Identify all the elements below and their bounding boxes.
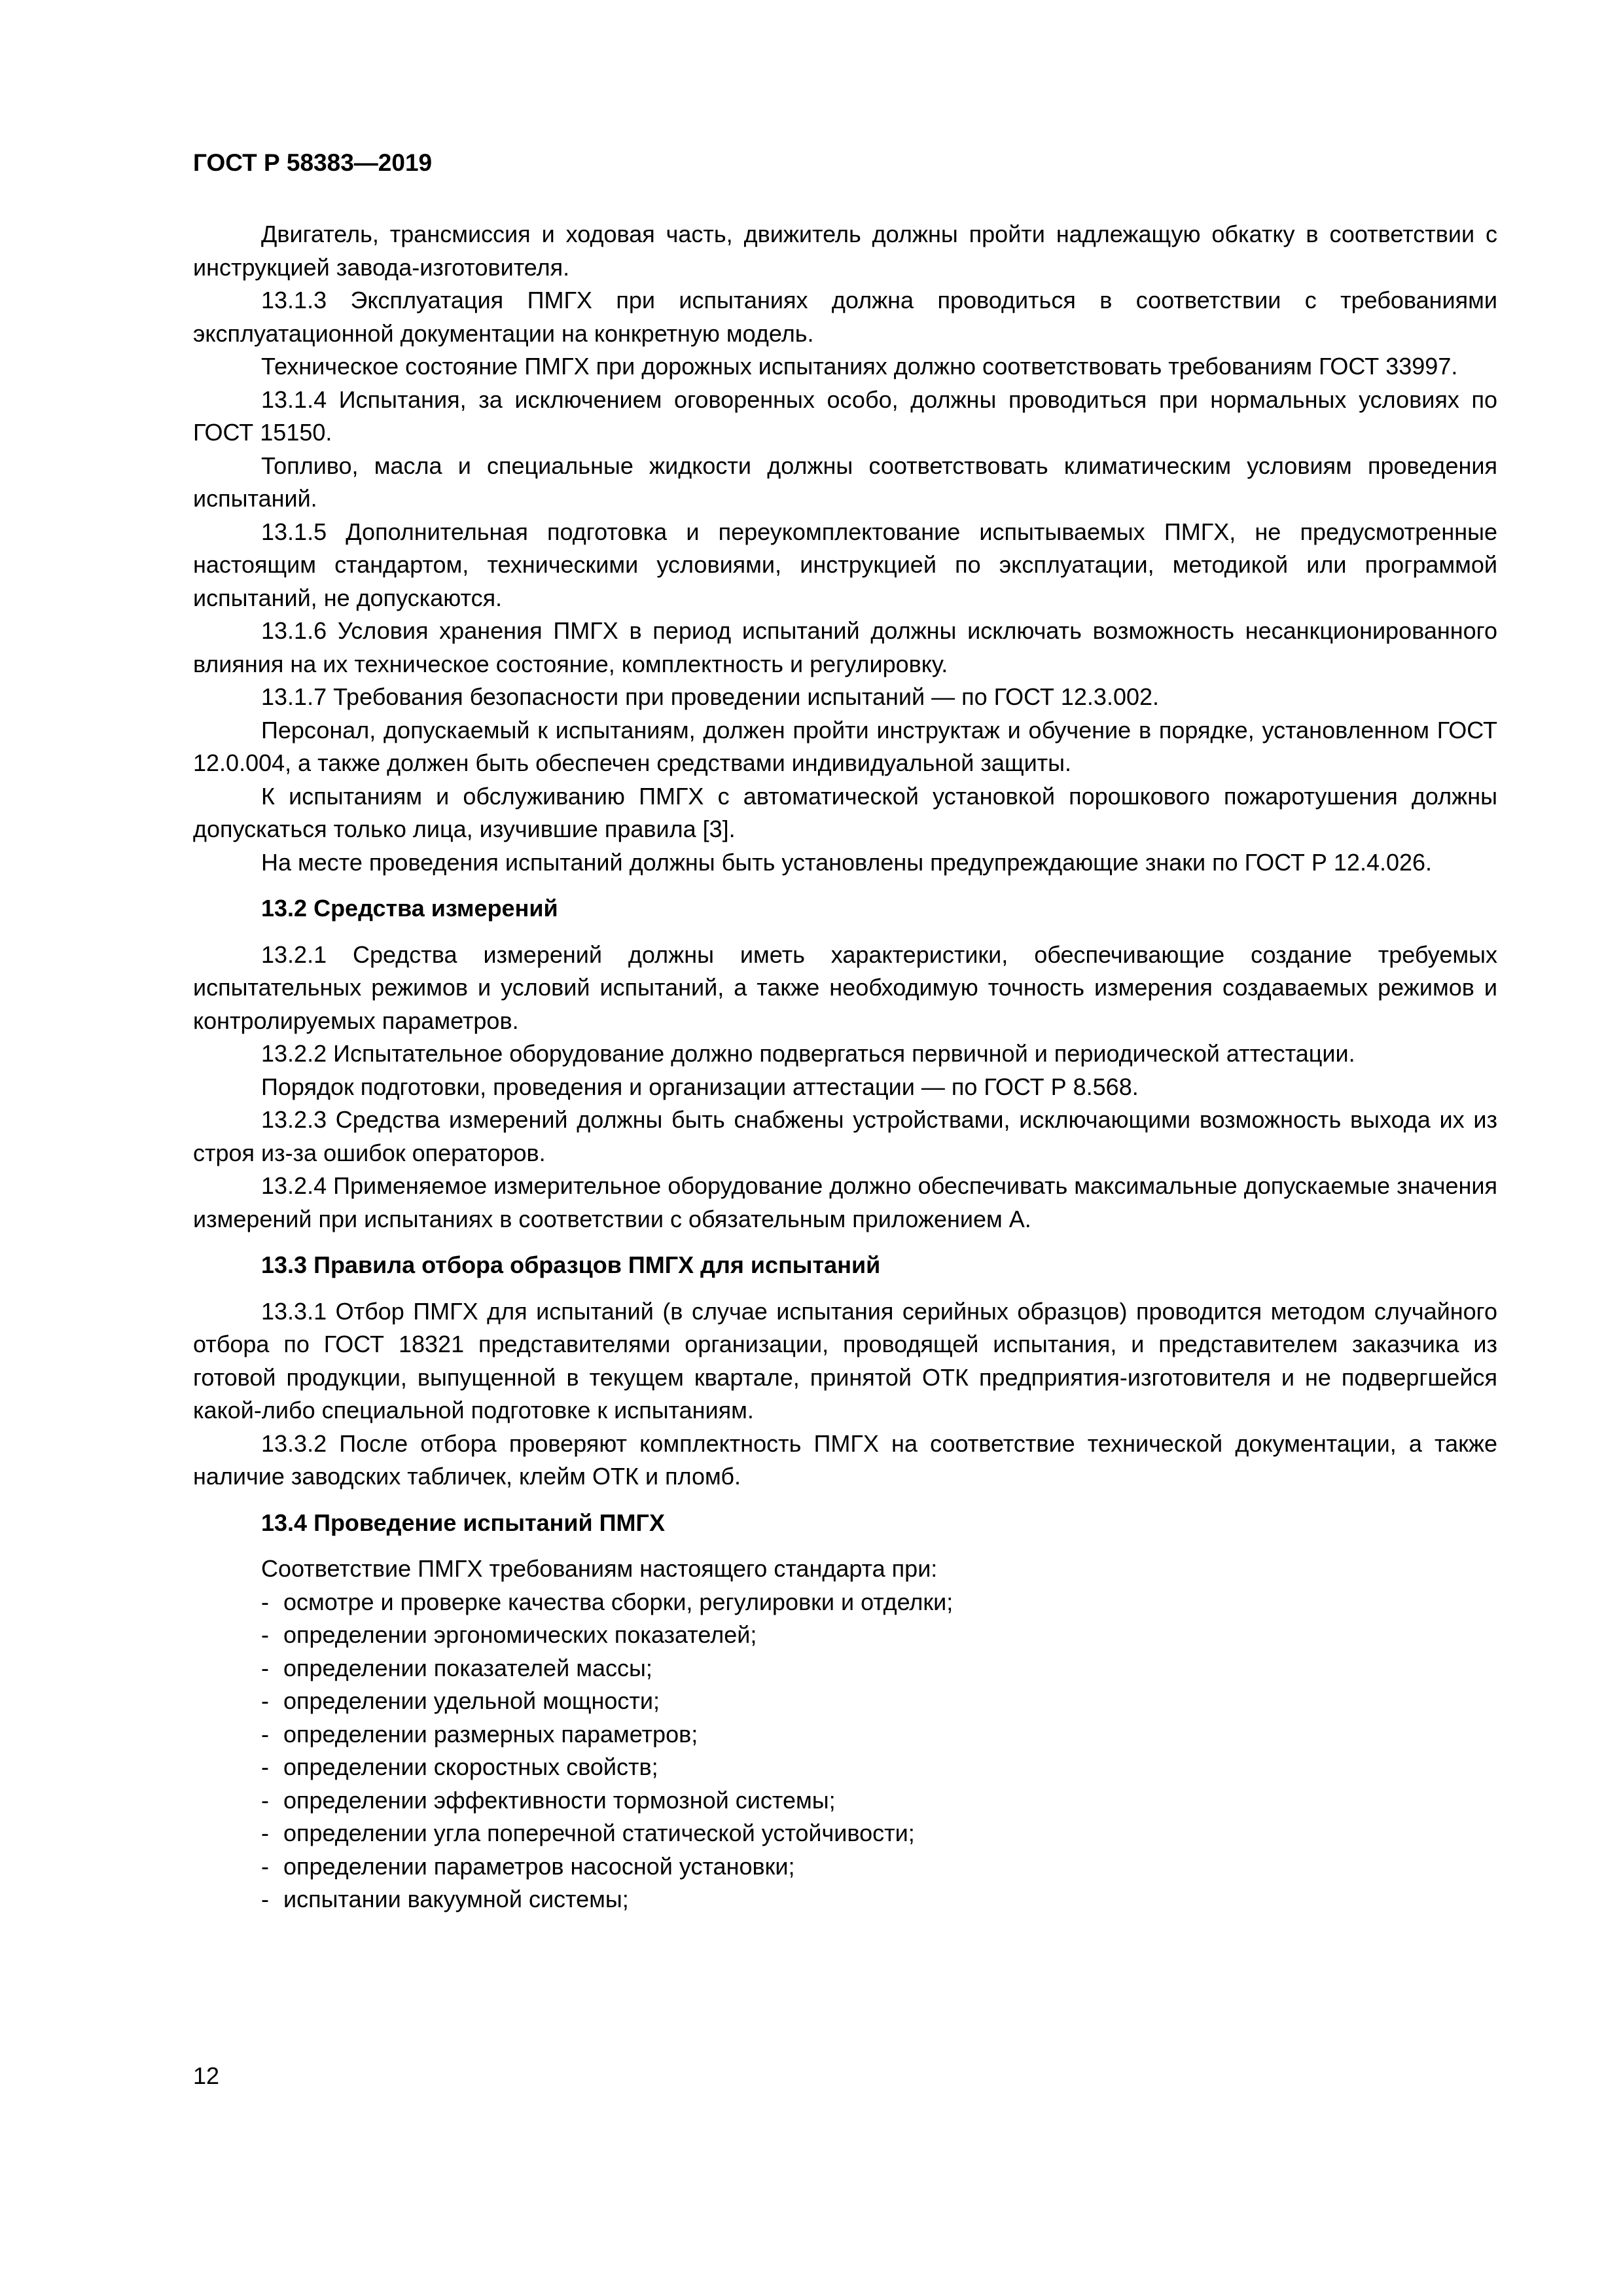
paragraph: На месте проведения испытаний должны быть установлены предупреждающие знаки по ГОСТ Р 12.4.026.	[261, 848, 1433, 876]
dash-marker: -	[261, 1621, 269, 1648]
dash-marker: -	[261, 1852, 269, 1880]
section-heading-13-2: 13.2 Средства измерений	[261, 895, 558, 922]
paragraph: К испытаниям и обслуживанию ПМГХ с автоматической установкой порошкового пожаротушения должны допускаться только лица, изучившие правила [3].	[193, 782, 1497, 842]
dash-marker: -	[261, 1654, 269, 1681]
paragraph: 13.2.4 Применяемое измерительное оборудование должно обеспечивать максимальные допускаемые значения измерений при испытаниях в соответствии с обязательным приложением А.	[193, 1172, 1497, 1232]
paragraph: Топливо, масла и специальные жидкости должны соответствовать климатическим условиям проведения испытаний.	[193, 452, 1497, 512]
list-item	[193, 1817, 1497, 1850]
section-heading-13-4: 13.4 Проведение испытаний ПМГХ	[261, 1509, 665, 1536]
list-item-text: определении размерных параметров;	[283, 1720, 698, 1748]
section-heading-13-3: 13.3 Правила отбора образцов ПМГХ для испытаний	[261, 1251, 881, 1278]
page-number: 12	[193, 2062, 220, 2089]
list-item	[193, 1784, 1497, 1818]
list-item	[193, 1883, 1497, 1916]
list-item-text: осмотре и проверке качества сборки, регулировки и отделки;	[283, 1588, 954, 1615]
paragraph: Персонал, допускаемый к испытаниям, должен пройти инструктаж и обучение в порядке, установленном ГОСТ 12.0.004, а также должен быть обеспечен средствами индивидуальной защиты.	[193, 716, 1497, 776]
paragraph: 13.1.3 Эксплуатация ПМГХ при испытаниях должна проводиться в соответствии с требованиями эксплуатационной документации на конкретную модель.	[193, 287, 1497, 347]
list-item-text: определении скоростных свойств;	[283, 1753, 658, 1780]
list-item	[193, 1850, 1497, 1884]
list-item-text: определении удельной мощности;	[283, 1687, 660, 1714]
dash-marker: -	[261, 1687, 269, 1714]
paragraph: Порядок подготовки, проведения и организации аттестации — по ГОСТ Р 8.568.	[261, 1073, 1139, 1100]
list-item	[193, 1685, 1497, 1718]
document-header: ГОСТ Р 58383—2019	[193, 149, 433, 176]
paragraph: 13.3.2 После отбора проверяют комплектность ПМГХ на соответствие технической документации, а также наличие заводских табличек, клейм ОТК и пломб.	[193, 1429, 1497, 1490]
list-item-text: определении параметров насосной установки;	[283, 1852, 795, 1880]
list-item	[193, 1586, 1497, 1619]
list-item	[193, 1619, 1497, 1652]
page-content	[193, 147, 1497, 1916]
paragraph: 13.2.3 Средства измерений должны быть снабжены устройствами, исключающими возможность выхода их из строя из-за ошибок операторов.	[193, 1106, 1497, 1166]
paragraph: Техническое состояние ПМГХ при дорожных испытаниях должно соответствовать требованиям ГОСТ 33997.	[261, 353, 1458, 380]
list-item-text: определении угла поперечной статической устойчивости;	[283, 1820, 915, 1846]
dash-marker: -	[261, 1588, 269, 1615]
dash-marker: -	[261, 1886, 269, 1912]
dash-marker: -	[261, 1786, 269, 1814]
paragraph: 13.2.2 Испытательное оборудование должно подвергаться первичной и периодической аттестации.	[261, 1040, 1355, 1067]
list-item	[193, 1652, 1497, 1685]
list-item-text: определении эргономических показателей;	[283, 1621, 757, 1648]
list-item-text: определении эффективности тормозной системы;	[283, 1786, 836, 1814]
list-item	[193, 1718, 1497, 1751]
paragraph: 13.1.6 Условия хранения ПМГХ в период испытаний должны исключать возможность несанкционированного влияния на их техническое состояние, комплектность и регулировку.	[193, 617, 1497, 677]
paragraph: Двигатель, трансмиссия и ходовая часть, движитель должны пройти надлежащую обкатку в соответствии с инструкцией завода-изготовителя.	[193, 221, 1497, 281]
dash-marker: -	[261, 1720, 269, 1748]
paragraph: 13.1.4 Испытания, за исключением оговоренных особо, должны проводиться при нормальных условиях по ГОСТ 15150.	[193, 386, 1497, 446]
paragraph: 13.2.1 Средства измерений должны иметь характеристики, обеспечивающие создание требуемых испытательных режимов и условий испытаний, а также необходимую точность измерения создаваемых режимов и контролируемых параметров.	[193, 941, 1497, 1034]
paragraph: 13.3.1 Отбор ПМГХ для испытаний (в случае испытания серийных образцов) проводится методом случайного отбора по ГОСТ 18321 представителями организации, проводящей испытания, и представителем заказчика из готовой продукции, выпущенной в текущем квартале, принятой ОТК предприятия-изготовителя и не подвергшейся какой-либо специальной подготовке к испытаниям.	[193, 1297, 1497, 1424]
list-item-text: определении показателей массы;	[283, 1654, 652, 1681]
list-item-text: испытании вакуумной системы;	[283, 1886, 629, 1912]
list-item	[193, 1751, 1497, 1784]
list-intro: Соответствие ПМГХ требованиям настоящего стандарта при:	[261, 1555, 938, 1582]
document-body	[193, 218, 1497, 1916]
dash-marker: -	[261, 1820, 269, 1846]
paragraph: 13.1.5 Дополнительная подготовка и переукомплектование испытываемых ПМГХ, не предусмотренные настоящим стандартом, техническими условиями, инструкцией по эксплуатации, методикой или программой испытаний, не допускаются.	[193, 518, 1497, 611]
test-list	[193, 1586, 1497, 1916]
paragraph: 13.1.7 Требования безопасности при проведении испытаний — по ГОСТ 12.3.002.	[261, 683, 1160, 710]
dash-marker: -	[261, 1753, 269, 1780]
